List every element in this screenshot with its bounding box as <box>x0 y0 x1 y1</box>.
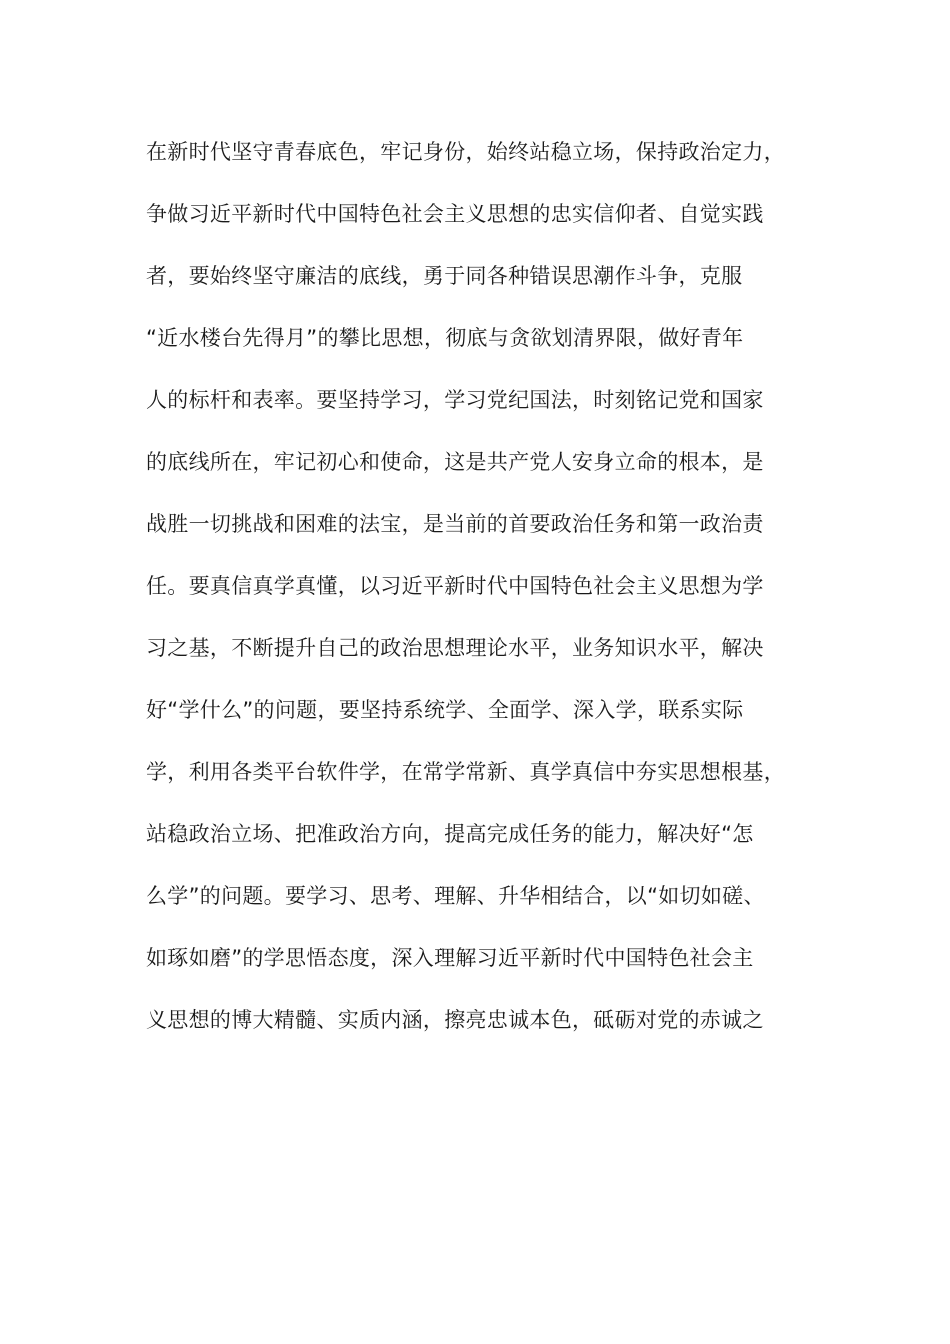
text-line-13: 么学”的问题。要学习、思考、理解、升华相结合，以“如切如磋、 <box>146 884 765 908</box>
text-line-4: “近水楼台先得月”的攀比思想，彻底与贪欲划清界限，做好青年 <box>146 326 744 350</box>
text-line-10: 好“学什么”的问题，要坚持系统学、全面学、深入学，联系实际 <box>146 698 744 722</box>
text-line-3: 者，要始终坚守廉洁的底线，勇于同各种错误思潮作斗争，克服 <box>146 264 743 288</box>
text-line-14: 如琢如磨”的学思悟态度，深入理解习近平新时代中国特色社会主 <box>146 946 754 970</box>
text-line-11: 学，利用各类平台软件学，在常学常新、真学真信中夯实思想根基， <box>146 760 785 784</box>
text-line-1: 在新时代坚守青春底色，牢记身份，始终站稳立场，保持政治定力， <box>146 140 785 164</box>
text-line-6: 的底线所在，牢记初心和使命，这是共产党人安身立命的根本，是 <box>146 450 764 474</box>
text-line-8: 任。要真信真学真懂，以习近平新时代中国特色社会主义思想为学 <box>146 574 764 598</box>
text-line-15: 义思想的博大精髓、实质内涵，擦亮忠诚本色，砥砺对党的赤诚之 <box>146 1008 764 1032</box>
text-line-9: 习之基，不断提升自己的政治思想理论水平，业务知识水平，解决 <box>146 636 764 660</box>
text-line-5: 人的标杆和表率。要坚持学习，学习党纪国法，时刻铭记党和国家 <box>146 388 764 412</box>
body-paragraph <box>146 130 806 1060</box>
text-line-2: 争做习近平新时代中国特色社会主义思想的忠实信仰者、自觉实践 <box>146 202 764 226</box>
text-line-7: 战胜一切挑战和困难的法宝，是当前的首要政治任务和第一政治责 <box>146 512 764 536</box>
text-line-12: 站稳政治立场、把准政治方向，提高完成任务的能力，解决好“怎 <box>146 822 754 846</box>
